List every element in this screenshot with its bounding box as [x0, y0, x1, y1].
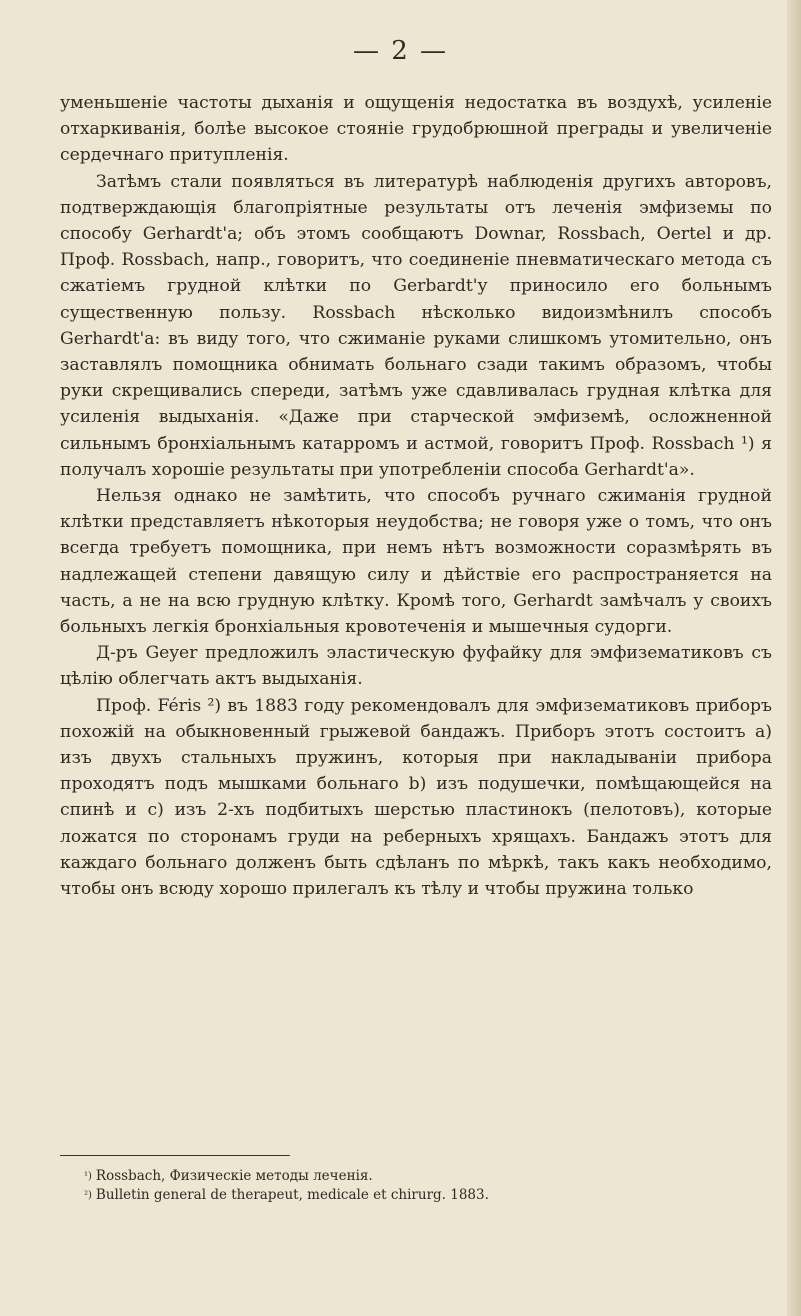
footnote-divider [60, 1155, 290, 1156]
page-number: — 2 — [352, 36, 449, 66]
paragraph-4: Д-ръ Geyer предложилъ эластическую фуфайку для эмфизематиковъ съ цѣлію облегчать актъ выдыханія. [60, 643, 772, 690]
footnote-2 [84, 1186, 764, 1205]
page-edge [787, 0, 801, 1316]
paragraph-1: уменьшеніе частоты дыханія и ощущенія недостатка въ воздухѣ, усиленіе отхаркиванія, болѣе высокое стояніе грудобрюшной преграды и увеличеніе сердечнаго притупленія. [60, 93, 772, 166]
paragraph-5: Проф. Féris ²) въ 1883 году рекомендовалъ для эмфизематиковъ приборъ похожій на обыкновенный грыжевой бандажъ. Приборъ этотъ состоитъ a) изъ двухъ стальныхъ пружинъ, которыя при накладываніи прибора проходятъ подъ мышками больнаго b) изъ подушечки, помѣщающейся на спинѣ и c) изъ 2-хъ подбитыхъ шерстью пластинокъ (пелотовъ), которые ложатся по сторонамъ груди на реберныхъ хрящахъ. Бандажъ этотъ для каждаго больнаго долженъ быть сдѣланъ по мѣркѣ, такъ какъ необходимо, чтобы онъ всюду хорошо прилегалъ къ тѣлу и чтобы пружина только [60, 695, 772, 900]
footnote-1 [84, 1167, 764, 1186]
footnote-text: Bulletin general de therapeut, medicale et chirurg. 1883. [95, 1187, 489, 1203]
footnotes [84, 1167, 764, 1205]
footnote-text: Rossbach, Физическіе методы леченія. [95, 1168, 373, 1184]
footnote-mark: ¹) [84, 1171, 92, 1182]
paragraph-3: Нельзя однако не замѣтить, что способъ ручнаго сжиманія грудной клѣтки представляетъ нѣкоторыя неудобства; не говоря уже о томъ, что онъ всегда требуетъ помощника, при немъ нѣтъ возможности соразмѣрять въ надлежащей степени давящую силу и дѣйствіе его распространяется на часть, а не на всю грудную клѣтку. Кромѣ того, Gerhardt замѣчалъ у своихъ больныхъ легкія бронхіальныя кровотеченія и мышечныя судорги. [60, 486, 772, 638]
paragraph-2: Затѣмъ стали появляться въ литературѣ наблюденія другихъ авторовъ, подтверждающія благопріятные результаты отъ леченія эмфиземы по способу Gerhardt'a; объ этомъ сообщаютъ Downar, Rossbach, Oertel и др. Проф. Rossbach, напр., говоритъ, что соединеніе пневматическаго метода съ сжатіемъ грудной клѣтки по Gerbardt'у приносило его больнымъ существенную пользу. Rossbach нѣсколько видоизмѣнилъ способъ Gerhardt'a: въ виду того, что сжиманіе руками слишкомъ утомительно, онъ заставлялъ помощника обнимать больнаго сзади такимъ образомъ, чтобы руки скрещивались спереди, затѣмъ уже сдавливалась грудная клѣтка для усиленія выдыханія. «Даже при старческой эмфиземѣ, осложненной сильнымъ бронхіальнымъ катарромъ и астмой, говоритъ Проф. Rossbach ¹) я получалъ хорошіе результаты при употребленіи способа Gerhardt'a». [60, 171, 772, 480]
footnote-mark: ²) [84, 1190, 92, 1201]
body-text [60, 90, 772, 902]
